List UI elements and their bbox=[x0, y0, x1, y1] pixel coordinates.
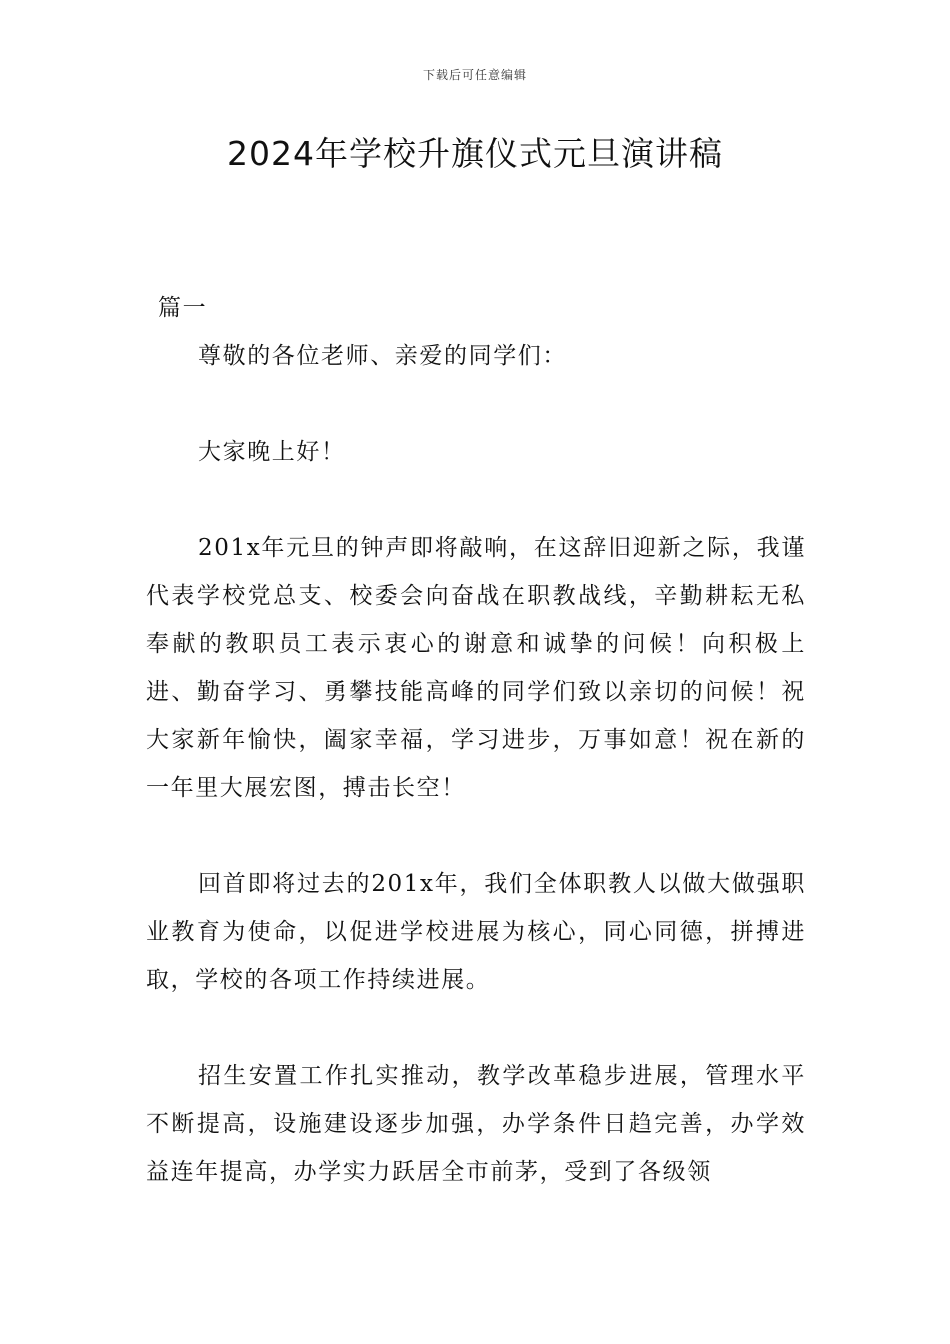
paragraph-greeting: 大家晚上好！ bbox=[198, 439, 346, 465]
section-label: 篇一 bbox=[158, 295, 208, 321]
paragraph-gap bbox=[146, 476, 806, 524]
paragraph-review: 回首即将过去的201x年，我们全体职教人以做大做强职业教育为使命，以促进学校进展为核心，同心同德，拼搏进取，学校的各项工作持续进展。 bbox=[146, 871, 806, 993]
paragraph-gap bbox=[146, 812, 806, 860]
header-note: 下载后可任意编辑 bbox=[422, 68, 527, 82]
paragraph-gap bbox=[146, 1004, 806, 1052]
document-title: 2024年学校升旗仪式元旦演讲稿 bbox=[227, 134, 723, 173]
paragraph-new-year-wishes: 201x年元旦的钟声即将敲响，在这辞旧迎新之际，我谨代表学校党总支、校委会向奋战在职教战线，辛勤耕耘无私奉献的教职员工表示衷心的谢意和诚挚的问候！向积极上进、勤奋学习、勇攀技能高峰的同学们致以亲切的问候！祝大家新年愉快，阖家幸福，学习进步，万事如意！祝在新的一年里大展宏图，搏击长空！ bbox=[146, 535, 806, 801]
paragraph-salutation: 尊敬的各位老师、亲爱的同学们： bbox=[198, 343, 567, 369]
paragraph-achievements: 招生安置工作扎实推动，教学改革稳步进展，管理水平不断提高，设施建设逐步加强，办学条件日趋完善，办学效益连年提高，办学实力跃居全市前茅，受到了各级领 bbox=[146, 1063, 806, 1185]
document-body bbox=[146, 284, 806, 1196]
paragraph-gap bbox=[146, 380, 806, 428]
